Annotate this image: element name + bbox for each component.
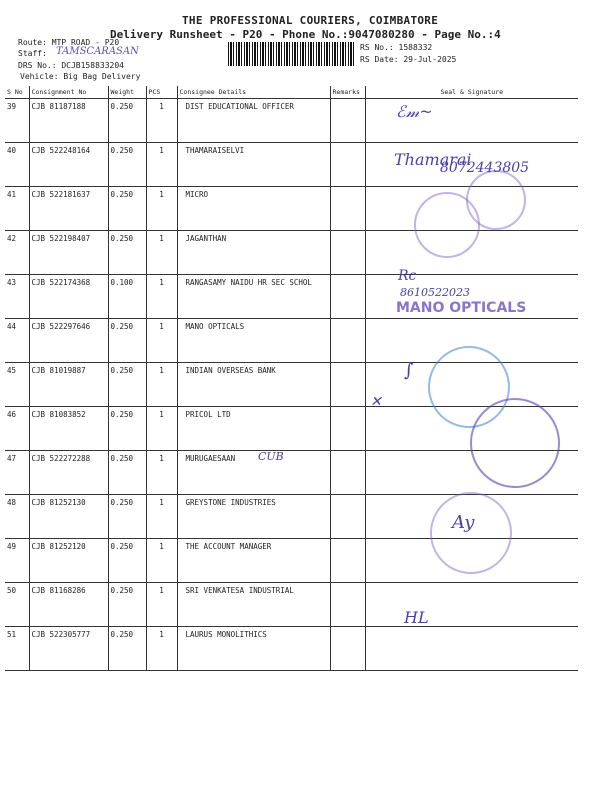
cell-sno: 46: [5, 407, 29, 451]
route-text: Route: MTP ROAD - P20: [18, 38, 120, 47]
note-47: CUB: [258, 450, 284, 463]
cell-remarks: [330, 275, 365, 319]
table-row: [5, 99, 578, 143]
runsheet-title: Delivery Runsheet - P20 - Phone No.:9047080280 - Page No.:4: [110, 28, 501, 41]
stamp-circle: [430, 492, 512, 574]
cell-seal: [365, 627, 578, 671]
cell-weight: 0.250: [108, 495, 146, 539]
company-title: THE PROFESSIONAL COURIERS, COIMBATORE: [182, 14, 439, 27]
cell-consignee: INDIAN OVERSEAS BANK: [177, 363, 330, 407]
cell-pcs: 1: [146, 143, 177, 187]
cell-weight: 0.250: [108, 627, 146, 671]
cell-pcs: 1: [146, 363, 177, 407]
mano-opticals-stamp: MANO OPTICALS: [396, 300, 527, 316]
cell-consignment: CJB 522181637: [29, 187, 108, 231]
cell-pcs: 1: [146, 319, 177, 363]
cell-consignment: CJB 522248164: [29, 143, 108, 187]
cell-sno: 48: [5, 495, 29, 539]
cell-consignment: CJB 81252130: [29, 495, 108, 539]
col-weight: Weight: [108, 86, 146, 99]
cell-remarks: [330, 319, 365, 363]
cell-consignment: CJB 522305777: [29, 627, 108, 671]
city-union-bank-stamp: [470, 398, 560, 488]
cell-weight: 0.100: [108, 275, 146, 319]
cell-consignment: CJB 81252120: [29, 539, 108, 583]
cell-consignee: MURUGAESAAN: [177, 451, 330, 495]
cell-remarks: [330, 539, 365, 583]
cell-weight: 0.250: [108, 583, 146, 627]
cell-consignee: LAURUS MONOLITHICS: [177, 627, 330, 671]
col-sno: S No: [5, 86, 29, 99]
cell-weight: 0.250: [108, 539, 146, 583]
cell-sno: 42: [5, 231, 29, 275]
signature-46: ✕: [370, 394, 382, 410]
cell-sno: 51: [5, 627, 29, 671]
cell-consignee: MICRO: [177, 187, 330, 231]
cell-weight: 0.250: [108, 319, 146, 363]
cell-seal: [365, 583, 578, 627]
cell-consignee: DIST EDUCATIONAL OFFICER: [177, 99, 330, 143]
rs-number: RS No.: 1588332: [360, 43, 433, 52]
table-row: [5, 231, 578, 275]
cell-remarks: [330, 495, 365, 539]
cell-consignment: CJB 81019887: [29, 363, 108, 407]
drs-number: DRS No.: DCJB158833204: [18, 61, 124, 70]
vehicle-text: Vehicle: Big Bag Delivery: [20, 72, 141, 81]
col-pcs: PCS: [146, 86, 177, 99]
cell-consignment: CJB 81168286: [29, 583, 108, 627]
cell-pcs: 1: [146, 231, 177, 275]
cell-remarks: [330, 583, 365, 627]
cell-consignee: THE ACCOUNT MANAGER: [177, 539, 330, 583]
cell-weight: 0.250: [108, 363, 146, 407]
cell-weight: 0.250: [108, 187, 146, 231]
cell-sno: 49: [5, 539, 29, 583]
cell-consignment: CJB 522174368: [29, 275, 108, 319]
stamp-circle: [466, 170, 526, 230]
cell-remarks: [330, 627, 365, 671]
cell-pcs: 1: [146, 583, 177, 627]
cell-sno: 47: [5, 451, 29, 495]
cell-weight: 0.250: [108, 451, 146, 495]
cell-weight: 0.250: [108, 407, 146, 451]
col-consignee: Consignee Details: [177, 86, 330, 99]
cell-pcs: 1: [146, 99, 177, 143]
cell-remarks: [330, 143, 365, 187]
cell-consignee: MANO OPTICALS: [177, 319, 330, 363]
signature-40-phone: 8072443805: [440, 160, 530, 176]
cell-pcs: 1: [146, 627, 177, 671]
signature-40: Thamarai: [394, 150, 472, 169]
cell-sno: 41: [5, 187, 29, 231]
cell-sno: 43: [5, 275, 29, 319]
cell-consignee: RANGASAMY NAIDU HR SEC SCHOL: [177, 275, 330, 319]
signature-39: ℰ𝓂~: [396, 102, 433, 121]
signature-49: Ay: [452, 512, 475, 533]
cell-remarks: [330, 231, 365, 275]
cell-consignee: SRI VENKATESA INDUSTRIAL: [177, 583, 330, 627]
staff-handwritten: TAMSCARASAN: [56, 46, 139, 57]
cell-remarks: [330, 363, 365, 407]
cell-remarks: [330, 407, 365, 451]
cell-consignment: CJB 522198407: [29, 231, 108, 275]
cell-sno: 40: [5, 143, 29, 187]
table-row: [5, 583, 578, 627]
cell-weight: 0.250: [108, 143, 146, 187]
cell-remarks: [330, 99, 365, 143]
cell-pcs: 1: [146, 275, 177, 319]
table-header-row: [5, 86, 578, 99]
cell-pcs: 1: [146, 451, 177, 495]
cell-sno: 45: [5, 363, 29, 407]
signature-45: ∫: [404, 360, 414, 381]
stamp-43-number: 8610522023: [400, 286, 470, 299]
rs-date: RS Date: 29-Jul-2025: [360, 55, 457, 64]
cell-consignee: THAMARAISELVI: [177, 143, 330, 187]
signature-43: Rc: [398, 268, 417, 284]
signature-51: HL: [404, 608, 429, 627]
barcode: [228, 42, 354, 66]
cell-consignment: CJB 522297646: [29, 319, 108, 363]
cell-consignment: CJB 522272288: [29, 451, 108, 495]
cell-pcs: 1: [146, 407, 177, 451]
table-row: [5, 627, 578, 671]
staff-label: Staff:: [18, 49, 47, 58]
cell-weight: 0.250: [108, 99, 146, 143]
cell-pcs: 1: [146, 495, 177, 539]
cell-remarks: [330, 187, 365, 231]
cell-consignment: CJB 81083852: [29, 407, 108, 451]
cell-consignee: JAGANTHAN: [177, 231, 330, 275]
cell-sno: 50: [5, 583, 29, 627]
cell-consignee: GREYSTONE INDUSTRIES: [177, 495, 330, 539]
col-seal: Seal & Signature: [365, 86, 578, 99]
cell-remarks: [330, 451, 365, 495]
cell-pcs: 1: [146, 539, 177, 583]
cell-sno: 39: [5, 99, 29, 143]
cell-consignee: PRICOL LTD: [177, 407, 330, 451]
cell-pcs: 1: [146, 187, 177, 231]
col-remarks: Remarks: [330, 86, 365, 99]
cell-sno: 44: [5, 319, 29, 363]
cell-weight: 0.250: [108, 231, 146, 275]
col-consignment: Consignment No: [29, 86, 108, 99]
cell-consignment: CJB 81187188: [29, 99, 108, 143]
